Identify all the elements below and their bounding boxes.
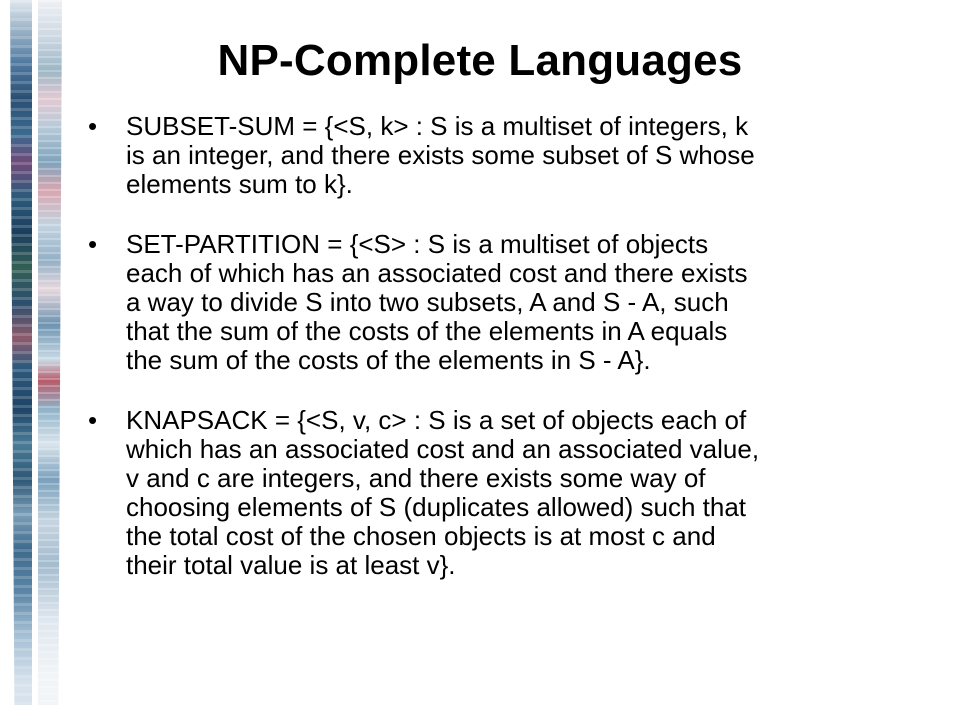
bullet-text: SET-PARTITION = {<S> : S is a multiset of objects each of which has an associated cost and there exists a way to divide S into two subsets, A and S - A, such that the sum of the costs of the elements in A equals the sum of the costs of the elements in S - A}. xyxy=(126,229,748,375)
bullet-marker: • xyxy=(88,405,98,435)
slide-title: NP-Complete Languages xyxy=(217,36,743,85)
bullet-marker: • xyxy=(88,111,98,141)
bullet-marker: • xyxy=(88,229,98,259)
bullet-knapsack xyxy=(88,406,928,580)
bullet-list xyxy=(88,112,928,611)
bullet-set-partition xyxy=(88,230,928,375)
bullet-text: SUBSET-SUM = {<S, k> : S is a multiset of integers, k is an integer, and there exists some subset of S whose elements sum to k}. xyxy=(126,111,755,199)
bullet-text: KNAPSACK = {<S, v, c> : S is a set of objects each of which has an associated cost and an associated value, v and c are integers, and there exists some way of choosing elements of S (duplicates allowed) such that the total cost of the chosen objects is at most c and their total value is at least v}. xyxy=(126,405,760,580)
bullet-subset-sum xyxy=(88,112,928,199)
decorative-mosaic-strip-right xyxy=(38,0,62,705)
decorative-mosaic-strip-left xyxy=(10,0,32,705)
